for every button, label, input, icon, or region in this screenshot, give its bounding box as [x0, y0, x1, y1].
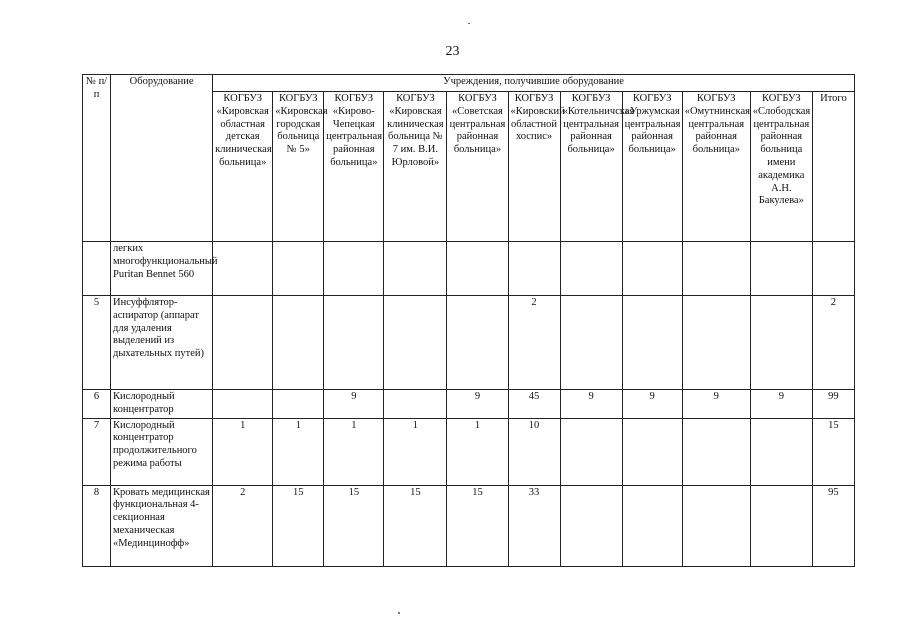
table-row — [83, 242, 855, 296]
equipment-name: Кровать медицинская функциональная 4-секционная механическая «Мединцинофф» — [111, 485, 213, 566]
quantity-cell — [560, 242, 622, 296]
quantity-cell — [560, 418, 622, 485]
total-header: Итого — [812, 92, 854, 242]
row-number: 6 — [83, 390, 111, 419]
quantity-cell — [324, 296, 384, 390]
quantity-cell — [324, 242, 384, 296]
quantity-cell — [682, 418, 750, 485]
institution-header: КОГБУЗ «Омутнинская центральная районная больница» — [682, 92, 750, 242]
quantity-cell — [622, 485, 682, 566]
quantity-cell: 9 — [447, 390, 508, 419]
quantity-cell — [508, 242, 560, 296]
table-row — [83, 418, 855, 485]
quantity-cell — [560, 296, 622, 390]
quantity-cell: 1 — [213, 418, 273, 485]
quantity-cell — [384, 390, 447, 419]
total-cell: 15 — [812, 418, 854, 485]
quantity-cell — [622, 296, 682, 390]
quantity-cell — [273, 296, 324, 390]
quantity-cell: 45 — [508, 390, 560, 419]
institution-header: КОГБУЗ «Слободская центральная районная больница имени академика А.Н. Бакулева» — [750, 92, 812, 242]
quantity-cell — [273, 242, 324, 296]
quantity-cell — [750, 418, 812, 485]
row-number: 5 — [83, 296, 111, 390]
total-cell — [812, 242, 854, 296]
quantity-cell: 15 — [273, 485, 324, 566]
quantity-cell: 15 — [384, 485, 447, 566]
row-number: 7 — [83, 418, 111, 485]
quantity-cell: 1 — [324, 418, 384, 485]
equipment-name: Инсуффлятор-аспиратор (аппарат для удаления выделений из дыхательных путей) — [111, 296, 213, 390]
quantity-cell — [273, 390, 324, 419]
institution-header: КОГБУЗ «Кировская городская больница № 5» — [273, 92, 324, 242]
table-row — [83, 390, 855, 419]
quantity-cell: 1 — [384, 418, 447, 485]
quantity-cell — [384, 296, 447, 390]
institutions-header: Учреждения, получившие оборудование — [213, 75, 855, 92]
quantity-cell — [213, 242, 273, 296]
quantity-cell — [213, 296, 273, 390]
total-cell: 99 — [812, 390, 854, 419]
institution-header: КОГБУЗ «Кировский областной хоспис» — [508, 92, 560, 242]
scan-speck — [468, 23, 470, 24]
institution-header: КОГБУЗ «Котельничская центральная районная больница» — [560, 92, 622, 242]
page-number: 23 — [445, 44, 460, 59]
quantity-cell: 10 — [508, 418, 560, 485]
institution-header: КОГБУЗ «Кирово-Чепецкая центральная районная больница» — [324, 92, 384, 242]
quantity-cell — [622, 242, 682, 296]
quantity-cell: 1 — [273, 418, 324, 485]
row-number — [83, 242, 111, 296]
col-no-header: № п/п — [83, 75, 111, 242]
quantity-cell: 9 — [560, 390, 622, 419]
quantity-cell: 9 — [324, 390, 384, 419]
institution-header: КОГБУЗ «Советская центральная районная больница» — [447, 92, 508, 242]
quantity-cell — [750, 485, 812, 566]
quantity-cell: 2 — [508, 296, 560, 390]
quantity-cell: 15 — [447, 485, 508, 566]
equipment-distribution-table — [82, 74, 855, 567]
quantity-cell — [560, 485, 622, 566]
quantity-cell — [447, 242, 508, 296]
equipment-name: Кислородный концентратор продолжительного режима работы — [111, 418, 213, 485]
total-cell: 95 — [812, 485, 854, 566]
quantity-cell — [750, 296, 812, 390]
quantity-cell — [447, 296, 508, 390]
quantity-cell: 15 — [324, 485, 384, 566]
table-row — [83, 296, 855, 390]
quantity-cell — [750, 242, 812, 296]
institution-header: КОГБУЗ «Уржумская центральная районная больница» — [622, 92, 682, 242]
quantity-cell: 1 — [447, 418, 508, 485]
quantity-cell — [682, 485, 750, 566]
total-cell: 2 — [812, 296, 854, 390]
quantity-cell — [384, 242, 447, 296]
quantity-cell: 9 — [622, 390, 682, 419]
scan-speck — [398, 612, 400, 614]
col-equipment-header: Оборудование — [111, 75, 213, 242]
quantity-cell — [682, 242, 750, 296]
row-number: 8 — [83, 485, 111, 566]
quantity-cell — [213, 390, 273, 419]
table-header-row — [83, 75, 855, 92]
equipment-name: легких многофункциональный Puritan Bennet 560 — [111, 242, 213, 296]
quantity-cell: 2 — [213, 485, 273, 566]
quantity-cell: 9 — [682, 390, 750, 419]
quantity-cell: 9 — [750, 390, 812, 419]
quantity-cell — [622, 418, 682, 485]
equipment-name: Кислородный концентратор — [111, 390, 213, 419]
institution-header: КОГБУЗ «Кировская клиническая больница № 7 им. В.И. Юрловой» — [384, 92, 447, 242]
quantity-cell: 33 — [508, 485, 560, 566]
quantity-cell — [682, 296, 750, 390]
table-row — [83, 485, 855, 566]
institution-header: КОГБУЗ «Кировская областная детская клиническая больница» — [213, 92, 273, 242]
